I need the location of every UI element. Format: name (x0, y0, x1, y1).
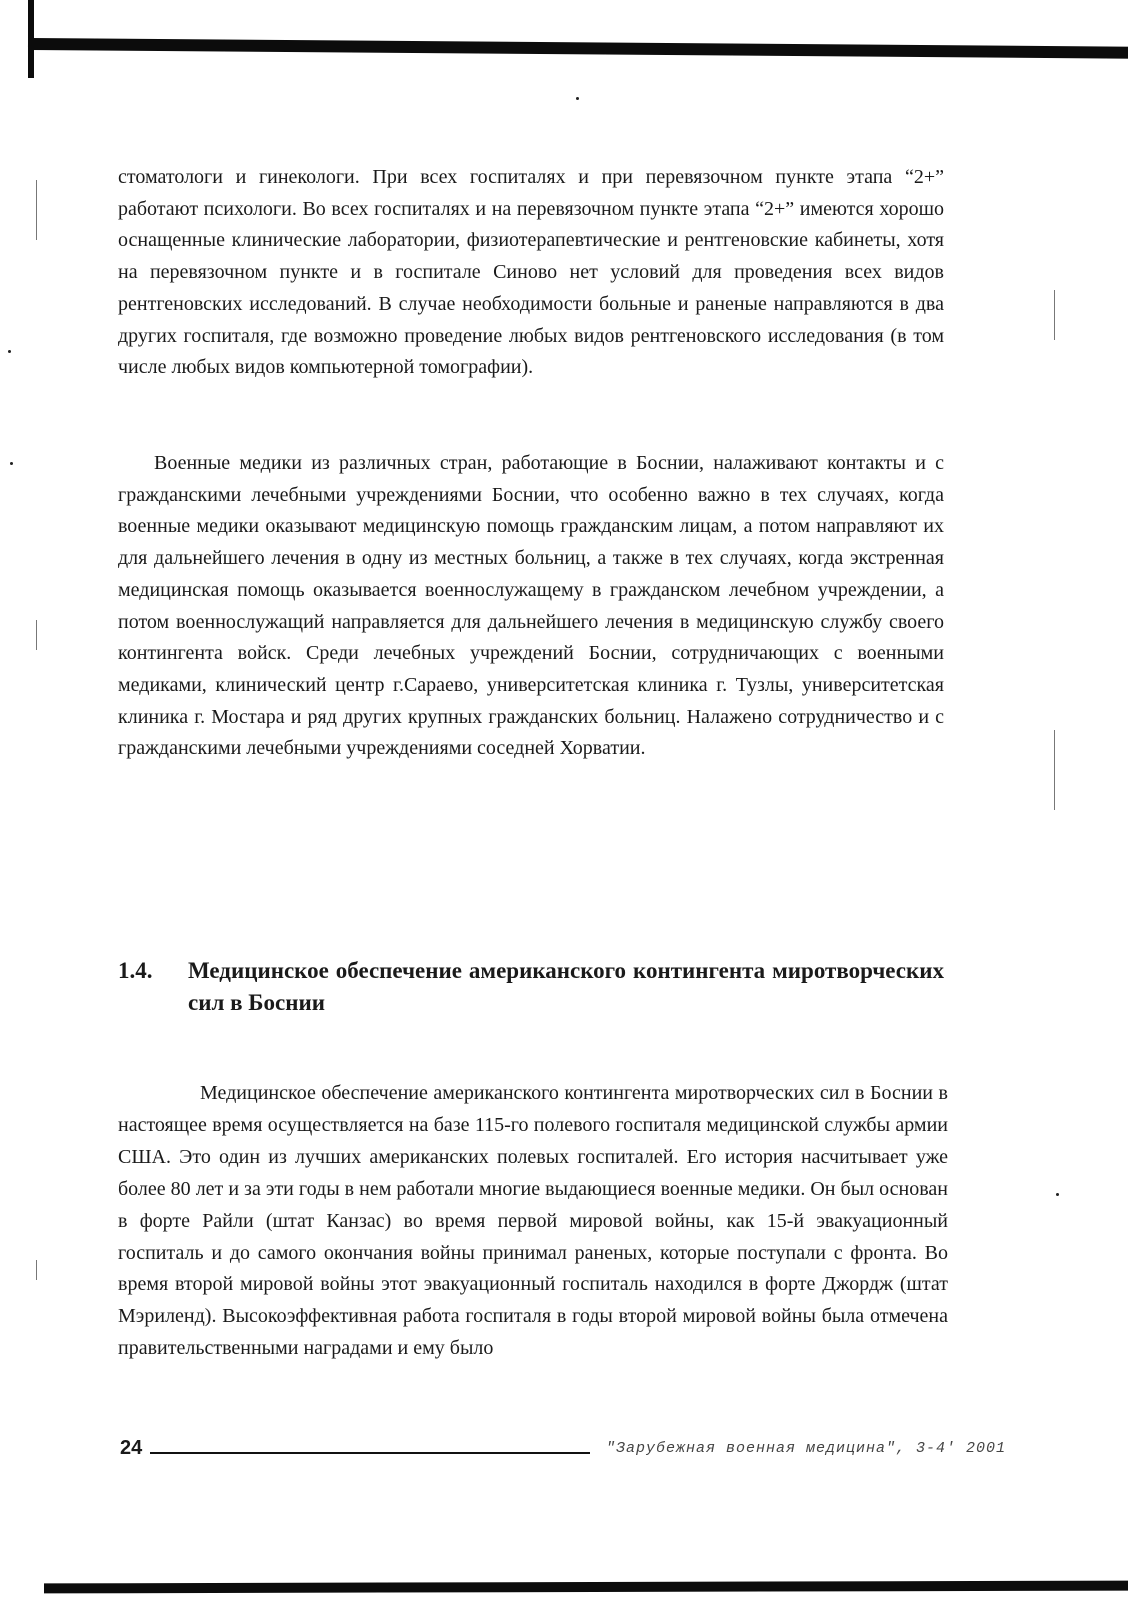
page-number: 24 (120, 1437, 143, 1459)
scan-mark (1054, 730, 1055, 810)
scan-speck (10, 462, 13, 465)
paragraph-text: Медицинское обеспечение американского контингента миротворческих сил в Боснии в настоящее время осуществляется на базе 115-го полевого госпиталя медицинской службы армии США. Это один из лучших американских полевых госпиталей. Его история насчитывает уже более 80 лет и за эти годы в нем работали многие выдающиеся военные медики. Он был основан в форте Райли (штат Канзас) во время первой мировой войны, как 15-й эвакуационный госпиталь и до самого окончания войны принимал раненых, которые поступали с фронта. Во время второй мировой войны этот эвакуационный госпиталь находился в форте Джордж (штат Мэриленд). Высокоэффективная работа госпиталя в годы второй мировой войны была отмечена правительственными наградами и ему было (118, 1082, 948, 1360)
body-paragraph-3 (118, 1078, 948, 1365)
scan-border-top (28, 38, 1128, 59)
scan-speck (8, 350, 11, 353)
scan-mark (1054, 290, 1055, 340)
scan-mark (36, 620, 37, 650)
scan-border-bottom (44, 1581, 1128, 1594)
scan-mark (36, 1260, 37, 1280)
scan-mark (36, 180, 37, 240)
paragraph-text: стоматологи и гинекологи. При всех госпиталях и при перевязочном пункте этапа “2+” работают психологи. Во всех госпиталях и на перевязочном пункте этапа “2+” имеются хорошо оснащенные клинические лаборатории, физиотерапевтические и рентгеновские кабинеты, хотя на перевязочном пункте и в госпитале Синово нет условий для проведения всех видов рентгеновских исследований. В случае необходимости больные и раненые направляются в два других госпиталя, где возможно проведение любых видов рентгеновского исследования (в том числе любых видов компьютерной томографии). (118, 166, 944, 379)
section-title: Медицинское обеспечение американского контингента миротворческих сил в Боснии (188, 958, 944, 1015)
section-number: 1.4. (118, 958, 153, 983)
scan-border-left (28, 0, 34, 78)
body-paragraph-2 (118, 448, 944, 765)
section-heading (118, 955, 944, 1019)
page-footer (120, 1434, 1007, 1464)
body-paragraph-1 (118, 162, 944, 384)
scan-speck (576, 97, 579, 100)
scan-speck (1056, 1193, 1059, 1196)
footer-rule (150, 1452, 590, 1454)
journal-credit: "Зарубежная военная медицина", 3-4' 2001 (606, 1440, 1007, 1457)
paragraph-text: Военные медики из различных стран, работающие в Боснии, налаживают контакты и с гражданскими лечебными учреждениями Боснии, что особенно важно в тех случаях, когда военные медики оказывают медицинскую помощь гражданским лицам, а потом направляют их для дальнейшего лечения в одну из местных больниц, а также в тех случаях, когда экстренная медицинская помощь оказывается военнослужащему в гражданском лечебном учреждении, а потом военнослужащий направляется для дальнейшего лечения в медицинскую службу своего контингента войск. Среди лечебных учреждений Боснии, сотрудничающих с военными медиками, клинический центр г.Сараево, университетская клиника г. Тузлы, университетская клиника г. Мостара и ряд других крупных гражданских больниц. Налажено сотрудничество и с гражданскими лечебными учреждениями соседней Хорватии. (118, 452, 944, 760)
